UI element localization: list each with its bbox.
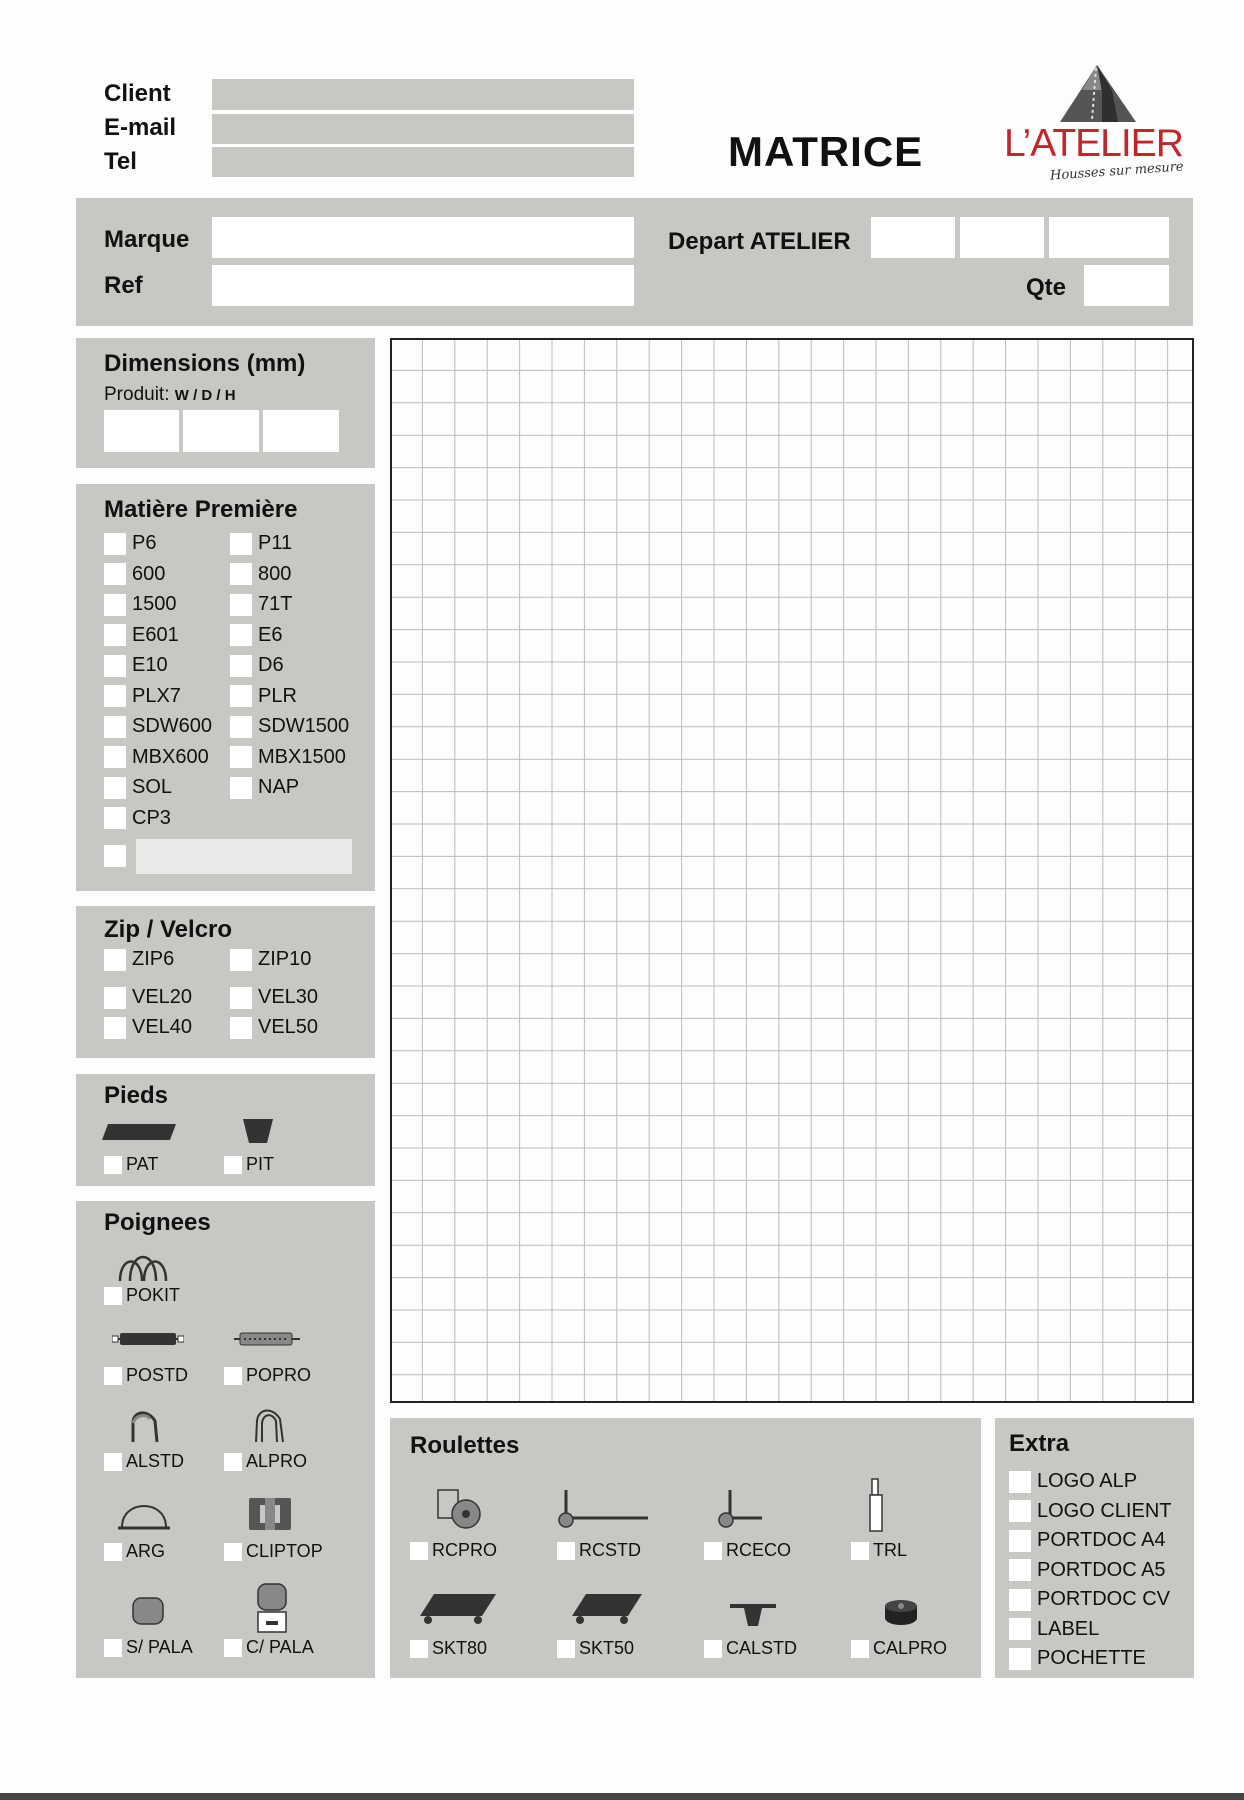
order-panel xyxy=(76,198,1193,326)
option-label: P6 xyxy=(132,532,157,554)
option-rcstd[interactable] xyxy=(557,1540,641,1561)
drawing-grid[interactable] xyxy=(390,338,1194,1403)
matiere-title: Matière Première xyxy=(104,496,298,523)
option-label: SOL xyxy=(132,776,173,798)
tel-label: Tel xyxy=(104,148,137,175)
option-zip6[interactable] xyxy=(104,948,174,971)
checkbox[interactable] xyxy=(104,533,126,555)
option-vel40[interactable] xyxy=(104,1016,192,1039)
option-cliptop[interactable] xyxy=(224,1541,323,1562)
option-label: MBX1500 xyxy=(258,745,346,768)
checkbox[interactable] xyxy=(230,655,252,677)
option-vel30[interactable] xyxy=(230,986,318,1009)
option-p6[interactable] xyxy=(104,532,156,555)
checkbox[interactable] xyxy=(104,845,126,867)
pieds-title: Pieds xyxy=(104,1082,169,1109)
email-field[interactable] xyxy=(212,114,634,144)
client-label: Client xyxy=(104,80,171,107)
option-sdw1500[interactable] xyxy=(230,715,349,738)
height-field[interactable] xyxy=(263,410,339,452)
checkbox[interactable] xyxy=(230,746,252,768)
option-pochette[interactable] xyxy=(1009,1647,1146,1670)
flat-handle-icon xyxy=(132,1597,164,1625)
option-d6[interactable] xyxy=(230,654,284,677)
option-800[interactable] xyxy=(230,563,291,586)
checkbox[interactable] xyxy=(104,716,126,738)
option-pat[interactable] xyxy=(104,1154,158,1175)
option-label: PORTDOC A5 xyxy=(1037,1558,1166,1581)
option-label: ALSTD xyxy=(126,1451,185,1471)
option-label: RCPRO xyxy=(432,1540,498,1560)
rope-handle-icon xyxy=(116,1251,170,1281)
option-mbx600[interactable] xyxy=(104,746,209,769)
option-trl[interactable] xyxy=(851,1540,907,1561)
logo-wordmark: L’ATELIER xyxy=(1004,122,1183,165)
checkbox[interactable] xyxy=(230,716,252,738)
option-label: ARG xyxy=(126,1541,166,1561)
option-label: SKT50 xyxy=(579,1638,635,1658)
option-rcpro[interactable] xyxy=(410,1540,497,1561)
option-postd[interactable] xyxy=(104,1365,188,1386)
option-vel50[interactable] xyxy=(230,1016,318,1039)
option-1500[interactable] xyxy=(104,593,177,616)
option-label: PORTDOC CV xyxy=(1037,1588,1170,1610)
standard-wheel-icon xyxy=(558,1488,650,1528)
extra-title: Extra xyxy=(1009,1430,1070,1457)
buckle-icon xyxy=(248,1497,292,1531)
option-label: VEL50 xyxy=(258,1016,319,1038)
option-label: NAP xyxy=(258,776,300,798)
ref-label: Ref xyxy=(104,272,143,299)
option-sol[interactable] xyxy=(104,776,172,799)
depart-year-field[interactable] xyxy=(1049,217,1169,258)
checkbox[interactable] xyxy=(224,1156,242,1174)
option-label: SDW600 xyxy=(132,715,213,737)
option-plx7[interactable] xyxy=(104,685,181,708)
option-label: ZIP10 xyxy=(258,948,312,970)
option-label: 800 xyxy=(258,562,292,585)
padded-strap-icon xyxy=(234,1331,300,1347)
checkbox[interactable] xyxy=(704,1640,722,1658)
option-label: POCHETTE xyxy=(1037,1647,1146,1669)
option-plr[interactable] xyxy=(230,685,297,708)
option-label: SDW1500 xyxy=(258,715,350,737)
checkbox[interactable] xyxy=(230,987,252,1009)
option-logo-client[interactable] xyxy=(1009,1500,1171,1523)
option-label: PLR xyxy=(258,684,297,707)
skate-small-icon xyxy=(572,1592,642,1626)
option-label[interactable] xyxy=(1009,1618,1099,1641)
option-label: MBX600 xyxy=(132,745,209,768)
marque-field[interactable] xyxy=(212,217,634,258)
option-popro[interactable] xyxy=(224,1365,311,1386)
handle-with-plate-icon xyxy=(256,1583,288,1633)
checkbox[interactable] xyxy=(224,1543,242,1561)
option-label: E10 xyxy=(132,654,168,676)
checkbox[interactable] xyxy=(104,624,126,646)
option-portdoc-cv[interactable] xyxy=(1009,1588,1170,1611)
option-label: LABEL xyxy=(1037,1617,1100,1640)
eco-wheel-icon xyxy=(718,1488,764,1528)
option-zip10[interactable] xyxy=(230,948,311,971)
option-label: RCSTD xyxy=(579,1540,641,1560)
depth-field[interactable] xyxy=(183,410,259,452)
checkbox[interactable] xyxy=(104,1287,122,1305)
matiere-panel xyxy=(76,484,375,891)
pro-wheel-icon xyxy=(436,1488,482,1530)
depart-day-field[interactable] xyxy=(871,217,955,258)
option-skt50[interactable] xyxy=(557,1638,634,1659)
matiere-other-option[interactable] xyxy=(104,845,132,867)
checkbox[interactable] xyxy=(230,685,252,707)
option-label: SKT80 xyxy=(432,1638,488,1658)
checkbox[interactable] xyxy=(1009,1589,1031,1611)
page-title: MATRICE xyxy=(728,128,924,175)
option-label: POSTD xyxy=(126,1365,189,1385)
checkbox[interactable] xyxy=(704,1542,722,1560)
checkbox[interactable] xyxy=(230,533,252,555)
option-label: 600 xyxy=(132,562,166,585)
option-label: 1500 xyxy=(132,593,177,615)
option-c-pala[interactable] xyxy=(224,1637,314,1658)
option-cp3[interactable] xyxy=(104,807,171,830)
checkbox[interactable] xyxy=(230,594,252,616)
produit-units: W / D / H xyxy=(174,387,236,404)
checkbox[interactable] xyxy=(224,1453,242,1471)
option-label: CALSTD xyxy=(726,1638,798,1658)
qte-label: Qte xyxy=(1026,274,1067,301)
option-71t[interactable] xyxy=(230,593,292,616)
checkbox[interactable] xyxy=(230,777,252,799)
bottom-bar xyxy=(0,1793,1244,1800)
checkbox[interactable] xyxy=(104,807,126,829)
checkbox[interactable] xyxy=(104,655,126,677)
option-arg[interactable] xyxy=(104,1541,165,1562)
pad-foot-icon xyxy=(102,1122,178,1142)
checkbox[interactable] xyxy=(104,1543,122,1561)
option-label: PORTDOC A4 xyxy=(1037,1529,1166,1551)
option-p11[interactable] xyxy=(230,532,292,555)
checkbox[interactable] xyxy=(104,563,126,585)
checkbox[interactable] xyxy=(230,624,252,646)
checkbox[interactable] xyxy=(1009,1618,1031,1640)
pro-caster-foot-icon xyxy=(884,1598,918,1626)
option-s-pala[interactable] xyxy=(104,1637,193,1658)
tel-field[interactable] xyxy=(212,147,634,177)
option-e10[interactable] xyxy=(104,654,168,677)
logo-tagline: Housses sur mesure xyxy=(1049,159,1185,184)
aluminium-pro-handle-icon xyxy=(252,1407,286,1443)
option-label: LOGO ALP xyxy=(1037,1470,1138,1492)
client-field[interactable] xyxy=(212,79,634,110)
checkbox[interactable] xyxy=(1009,1471,1031,1493)
aluminium-handle-icon xyxy=(128,1409,160,1443)
option-label: 71T xyxy=(258,593,293,615)
checkbox[interactable] xyxy=(1009,1648,1031,1670)
checkbox[interactable] xyxy=(104,1156,122,1174)
option-label: E6 xyxy=(258,623,283,646)
email-label: E-mail xyxy=(104,114,177,141)
option-label: S/ PALA xyxy=(126,1637,193,1657)
checkbox[interactable] xyxy=(104,685,126,707)
depart-label: Depart ATELIER xyxy=(668,228,851,255)
roulettes-title: Roulettes xyxy=(410,1432,520,1459)
marque-label: Marque xyxy=(104,226,190,253)
checkbox[interactable] xyxy=(224,1639,242,1657)
trolley-handle-icon xyxy=(868,1478,884,1532)
option-rceco[interactable] xyxy=(704,1540,791,1561)
pieds-panel xyxy=(76,1074,375,1186)
checkbox[interactable] xyxy=(851,1640,869,1658)
poignees-title: Poignees xyxy=(104,1209,211,1236)
checkbox[interactable] xyxy=(1009,1500,1031,1522)
option-label: D6 xyxy=(258,654,284,676)
produit-label xyxy=(104,384,236,406)
checkbox[interactable] xyxy=(104,1367,122,1385)
option-label: P11 xyxy=(258,532,293,554)
option-logo-alp[interactable] xyxy=(1009,1470,1137,1493)
option-label: LOGO CLIENT xyxy=(1037,1499,1172,1522)
checkbox[interactable] xyxy=(851,1542,869,1560)
zip-title: Zip / Velcro xyxy=(104,916,233,943)
option-label: CP3 xyxy=(132,806,171,829)
option-label: CLIPTOP xyxy=(246,1541,323,1561)
option-label: POKIT xyxy=(126,1285,181,1305)
option-e6[interactable] xyxy=(230,624,282,647)
option-label: VEL40 xyxy=(132,1016,193,1038)
option-label: PAT xyxy=(126,1154,159,1174)
mountain-logo-icon xyxy=(1000,60,1170,130)
checkbox[interactable] xyxy=(104,777,126,799)
option-calstd[interactable] xyxy=(704,1638,797,1659)
checkbox[interactable] xyxy=(1009,1530,1031,1552)
option-portdoc-a5[interactable] xyxy=(1009,1559,1166,1582)
ref-field[interactable] xyxy=(212,265,634,306)
option-label: RCECO xyxy=(726,1540,792,1560)
option-portdoc-a4[interactable] xyxy=(1009,1529,1166,1552)
option-600[interactable] xyxy=(104,563,165,586)
qte-field[interactable] xyxy=(1084,265,1169,306)
option-label: PIT xyxy=(246,1154,275,1174)
checkbox[interactable] xyxy=(230,1017,252,1039)
option-sdw600[interactable] xyxy=(104,715,212,738)
checkbox[interactable] xyxy=(230,949,252,971)
checkbox[interactable] xyxy=(224,1367,242,1385)
option-label: ZIP6 xyxy=(132,948,175,970)
cone-foot-icon xyxy=(242,1118,274,1144)
dimensions-panel xyxy=(76,338,375,468)
checkbox[interactable] xyxy=(1009,1559,1031,1581)
option-alstd[interactable] xyxy=(104,1451,184,1472)
atelier-logo xyxy=(1000,60,1185,185)
checkbox[interactable] xyxy=(104,987,126,1009)
option-calpro[interactable] xyxy=(851,1638,947,1659)
standard-caster-foot-icon xyxy=(730,1604,776,1628)
checkbox[interactable] xyxy=(104,1639,122,1657)
option-label: VEL20 xyxy=(132,986,193,1008)
option-label: C/ PALA xyxy=(246,1637,314,1657)
matiere-other-field[interactable] xyxy=(136,839,352,874)
checkbox[interactable] xyxy=(104,746,126,768)
strap-handle-icon xyxy=(112,1331,184,1347)
option-label: PLX7 xyxy=(132,684,181,707)
option-label: POPRO xyxy=(246,1365,312,1385)
zip-velcro-panel xyxy=(76,906,375,1058)
produit-text: Produit: xyxy=(104,384,170,405)
option-pokit[interactable] xyxy=(104,1285,180,1306)
option-label: VEL30 xyxy=(258,986,319,1008)
checkbox[interactable] xyxy=(104,594,126,616)
option-skt80[interactable] xyxy=(410,1638,487,1659)
checkbox[interactable] xyxy=(410,1640,428,1658)
option-e601[interactable] xyxy=(104,624,179,647)
checkbox[interactable] xyxy=(104,949,126,971)
option-label: ALPRO xyxy=(246,1451,308,1471)
skate-large-icon xyxy=(420,1592,496,1626)
depart-month-field[interactable] xyxy=(960,217,1044,258)
option-vel20[interactable] xyxy=(104,986,192,1009)
option-mbx1500[interactable] xyxy=(230,746,346,769)
checkbox[interactable] xyxy=(104,1453,122,1471)
option-label: CALPRO xyxy=(873,1638,948,1658)
dimensions-title: Dimensions (mm) xyxy=(104,350,306,377)
checkbox[interactable] xyxy=(557,1640,575,1658)
dome-handle-icon xyxy=(116,1499,172,1531)
poignees-panel xyxy=(76,1201,375,1678)
checkbox[interactable] xyxy=(557,1542,575,1560)
checkbox[interactable] xyxy=(410,1542,428,1560)
extra-panel xyxy=(995,1418,1194,1678)
checkbox[interactable] xyxy=(230,563,252,585)
width-field[interactable] xyxy=(104,410,179,452)
roulettes-panel xyxy=(390,1418,981,1678)
option-label: E601 xyxy=(132,623,179,646)
grid-border xyxy=(391,339,1193,1402)
option-alpro[interactable] xyxy=(224,1451,307,1472)
option-pit[interactable] xyxy=(224,1154,274,1175)
option-nap[interactable] xyxy=(230,776,299,799)
option-label: TRL xyxy=(873,1540,908,1560)
checkbox[interactable] xyxy=(104,1017,126,1039)
